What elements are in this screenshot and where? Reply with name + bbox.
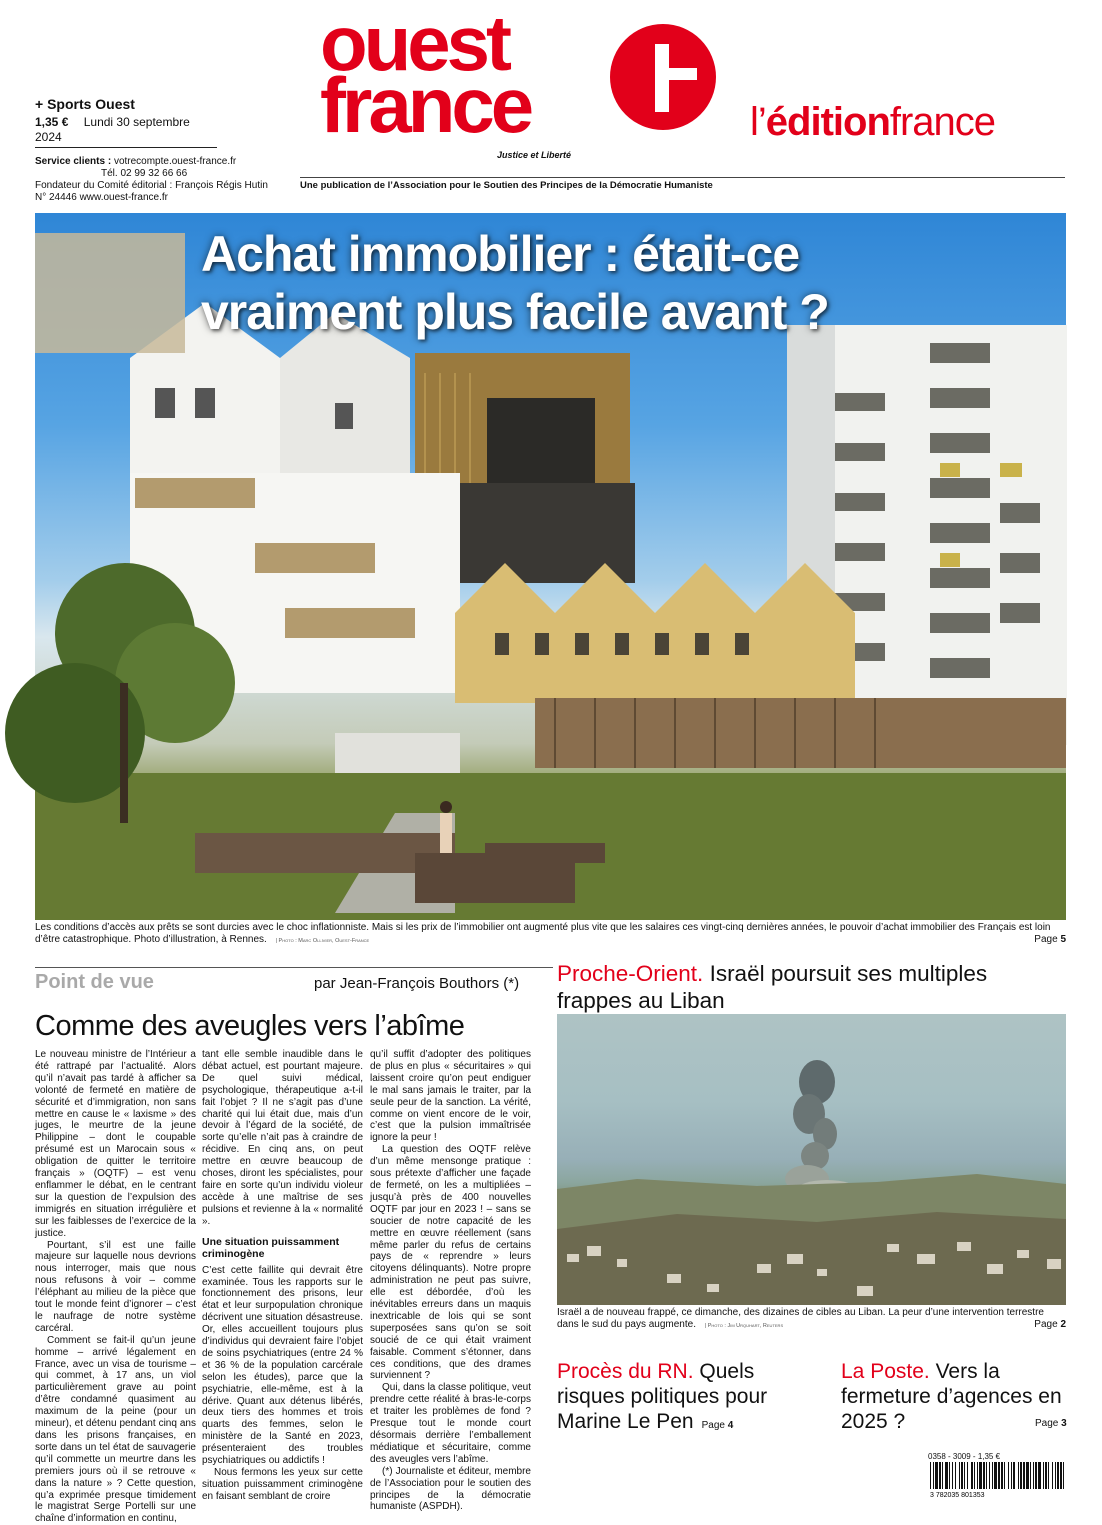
barcode-bar — [1035, 1462, 1037, 1489]
la-poste-page-ref[interactable]: Page 3 — [1035, 1418, 1067, 1429]
barcode-bar — [1033, 1462, 1034, 1489]
hero-photo[interactable] — [35, 213, 1066, 920]
barcode-bar — [1063, 1462, 1064, 1489]
issue-number: N° 24446 www.ouest-france.fr — [35, 192, 168, 203]
motto: Justice et Liberté — [497, 150, 572, 160]
price: 1,35 € — [35, 115, 69, 129]
barcode-bar — [935, 1462, 938, 1489]
barcode-bar — [955, 1462, 956, 1489]
barcode-bar — [989, 1462, 990, 1489]
ouest-france-logo: ouest france — [320, 8, 720, 158]
lebanon-strike-photo[interactable] — [557, 1014, 1066, 1305]
opinion-column-3: qu’il suffit d’adopter des politiques de plus en plus « sécuritaires » qui laissent croire qu’on peut endiguer le mal sans jamais le traiter, par la seule peur de la sanction. La vérité, comme on vient encore de le voir, c’est que la pulsion immaîtrisée ignore la peur ! La question des OQTF relève d’un même mensonge pratique : sous prétexte d’afficher une façade de fermeté, on les a multipliées – jusqu’à près de 400 nouvelles OQTF par jour en 2023 ! – sans se soucier de notre capacité de les mettre en œuvre réellement (sans même parler du refus de certains pays de « reprendre » leurs citoyens délinquants). Notre propre administration ne peut pas suivre, elle est débordée, d’où les inévitables erreurs dans un maquis inextricable de lois qui se sont superposées sans qu’on se soit soucié de ce qui était vraiment faisable. Comment s’étonner, dans ces conditions, que des drames surviennent ? Qui, dans la classe politique, veut prendre cette réalité à bras-le-corps et traiter les problèmes de fond ? Presque tout le monde court désormais derrière l’emballement médiatique et sécuritaire, comme des aveugles vers l’abîme. (*) Journaliste et éditeur, membre de l’Association pour le soutien des principes de la démocratie humaniste (ASPDH). — [370, 1049, 531, 1513]
barcode-bar — [1055, 1462, 1056, 1489]
publication-line: Une publication de l’Association pour le Soutien des Principes de la Démocratie Humaniste — [300, 177, 1065, 191]
hero-page-ref[interactable]: Page 5 — [1034, 934, 1066, 945]
sports-supplement: + Sports Ouest — [35, 96, 135, 112]
opinion-subheading: Une situation puissamment criminogène — [202, 1235, 340, 1261]
barcode-bar — [986, 1462, 987, 1489]
barcode-bar — [959, 1462, 960, 1489]
barcode-bar — [1057, 1462, 1059, 1489]
barcode-bar — [974, 1462, 975, 1489]
barcode-bar — [1038, 1462, 1041, 1489]
service-clients: Service clients : votrecompte.ouest-france.fr — [35, 156, 237, 167]
proche-orient-caption: Israël a de nouveau frappé, ce dimanche, des dizaines de cibles au Liban. La peur d’une intervention terrestre dans le sud du pays augmente. | Photo : Jim Urquhart, Reuters Page 2 — [557, 1307, 1066, 1330]
issue-date: Lundi 30 septembre 2024 — [35, 115, 190, 144]
hero-headline[interactable]: Achat immobilier : était-ce vraiment plus facile avant ? — [201, 226, 829, 340]
barcode-bar — [1020, 1462, 1022, 1489]
barcode-bar — [1045, 1462, 1047, 1489]
barcode-bar — [979, 1462, 982, 1489]
barcode-icon — [928, 1462, 1068, 1498]
barcode-bar — [967, 1462, 968, 1489]
rn-page-ref: Page 4 — [701, 1420, 734, 1431]
price-date — [35, 115, 217, 148]
barcode-bar — [994, 1462, 997, 1489]
la-poste-headline[interactable]: La Poste. Vers la fermeture d’agences en 2025 ? — [841, 1360, 1062, 1433]
masthead-info — [35, 96, 295, 204]
barcode-bar — [998, 1462, 1000, 1489]
barcode-bar — [952, 1462, 953, 1489]
barcode-bar — [949, 1462, 950, 1489]
barcode-bar — [1011, 1462, 1012, 1489]
barcode-bar — [1001, 1462, 1003, 1489]
logo-emblem-icon — [610, 24, 716, 130]
barcode-bar — [1048, 1462, 1049, 1489]
barcode-bar — [1008, 1462, 1009, 1489]
rn-trial-headline[interactable]: Procès du RN. Quels risques politiques pour Marine Le Pen Page 4 — [557, 1360, 768, 1433]
service-site[interactable]: votrecompte.ouest-france.fr — [113, 156, 237, 167]
photo-credit: | Photo : Marc Ollivier, Ouest-France — [275, 938, 370, 944]
barcode-bar — [964, 1462, 965, 1489]
barcode-bar — [1004, 1462, 1005, 1489]
barcode-bar — [1030, 1462, 1031, 1489]
opinion-headline[interactable]: Comme des aveugles vers l’abîme — [35, 1010, 465, 1042]
lebanon-illustration — [557, 1014, 1066, 1305]
barcode-bar — [933, 1462, 934, 1489]
barcode-bar — [1052, 1462, 1053, 1489]
photo-credit: | Photo : Jim Urquhart, Reuters — [704, 1323, 784, 1329]
barcode-bar — [945, 1462, 948, 1489]
edition-logo: l’éditionfrance — [750, 100, 996, 144]
service-tel: Tél. 02 99 32 66 66 — [101, 168, 188, 179]
barcode-bar — [961, 1462, 963, 1489]
barcode-bar — [983, 1462, 985, 1489]
barcode-bar — [939, 1462, 941, 1489]
proche-orient-page-ref[interactable]: Page 2 — [1034, 1319, 1066, 1330]
barcode-bar — [1060, 1462, 1062, 1489]
founder-line: Fondateur du Comité éditorial : François Régis Hutin — [35, 180, 268, 191]
barcode-code: 0358 - 3009 - 1,35 € — [928, 1452, 1001, 1461]
barcode-bar — [1026, 1462, 1029, 1489]
barcode-bar — [1018, 1462, 1019, 1489]
barcode-bar — [1043, 1462, 1044, 1489]
barcode-bar — [992, 1462, 993, 1489]
opinion-column-2: tant elle semble inaudible dans le débat actuel, est pourtant majeure. De quel suivi médical, psychologique, thérapeutique a-t-il fait l’objet ? Il ne s’agit pas d’une charité qui lui était due, mais d’un devoir à l’égard de la société, de sorte qu’elle n’ait pas à craindre de récidive. En cinq ans, on peut mettre en œuvre beaucoup de choses, diront les spécialistes, pour faire en sorte qu’un individu violeur accède à une maîtrise de ses pulsions et revienne à la « normalité ». Une situation puissamment criminogène C’est cette faillite qui devrait être examinée. Tous les rapports sur le fonctionnement des prisons, leur état et leur surpopulation chronique décrivent une situation désastreuse. Or, elles accueillent toujours plus d’individus qui devraient faire l’objet de soins psychiatriques (entre 24 % et 36 % de la population carcérale selon les études), parce que la psychiatrie, elle-même, est à la dérive. Quant aux détenus libérés, deux tiers des hommes et trois quarts des femmes, selon le ministère de la Santé en 2023, présenteraient des troubles psychiatriques ou addictifs ! Nous fermons les yeux sur cette situation puissamment criminogène en faisant semblant de croire — [202, 1049, 363, 1502]
section-rule — [35, 967, 553, 968]
barcode-bar — [1023, 1462, 1025, 1489]
opinion-author: par Jean-François Bouthors (*) — [314, 975, 520, 992]
proche-orient-headline[interactable]: Proche-Orient. Israël poursuit ses multiples frappes au Liban — [557, 961, 988, 1013]
barcode-bar — [977, 1462, 978, 1489]
opinion-column-1: Le nouveau ministre de l’Intérieur a été rattrapé par l’actualité. Alors qu’il n’avait pas tardé à afficher sa volonté de fermeté en matière de sécurité et d’immigration, non sans mettre en cause le « laxisme » des juges, le meurtre de la jeune Philippine – dont le coupable présumé est un Marocain sous « obligation de quitter le territoire français » (OQTF) – est venu enflammer le débat, en le centrant sur la question de l’expulsion des immigrés en situation irrégulière et sur les faiblesses de l’exercice de la justice. Pourtant, s’il est une faille majeure sur laquelle nous devrions nous interroger, mais que nous nous refusons à voir – comme l’éléphant au milieu de la pièce que tout le monde feint d’ignorer – c’est le naufrage de notre système carcéral. Comment se fait-il qu’un jeune homme – arrivé légalement en France, avec un visa de tourisme – qui commet, à 17 ans, un viol particulièrement grave au point d’être condamné quasiment au maximum de la peine (pour un mineur), et détenu pendant cinq ans dans les prisons françaises, en sorte dans un tel état de sauvagerie qu’il commette un meurtre dans les premiers jours où il se retrouve « dans la nature » ? Cette question, qu’a exprimée presque timidement le magistrat Serge Portelli sur une chaîne d’information en continu, — [35, 1049, 196, 1525]
barcode-bar — [1013, 1462, 1015, 1489]
hero-caption: Les conditions d’accès aux prêts se sont durcies avec le choc inflationniste. Mais si les prix de l’immobilier ont augmenté plus vite que les salaires ces vingt-cinq dernières années, le pouvoir d’achat immobilier des Français est loin d’être catastrophique. Photo d’illustration, à Rennes. | Photo : Marc Ollivier, Ouest-France Page 5 — [35, 922, 1066, 945]
barcode-bar — [971, 1462, 973, 1489]
barcode-bar — [930, 1462, 931, 1489]
section-label: Point de vue — [35, 971, 154, 993]
barcode-bar — [942, 1462, 943, 1489]
svg-text:3 782035 801353: 3 782035 801353 — [930, 1492, 985, 1499]
